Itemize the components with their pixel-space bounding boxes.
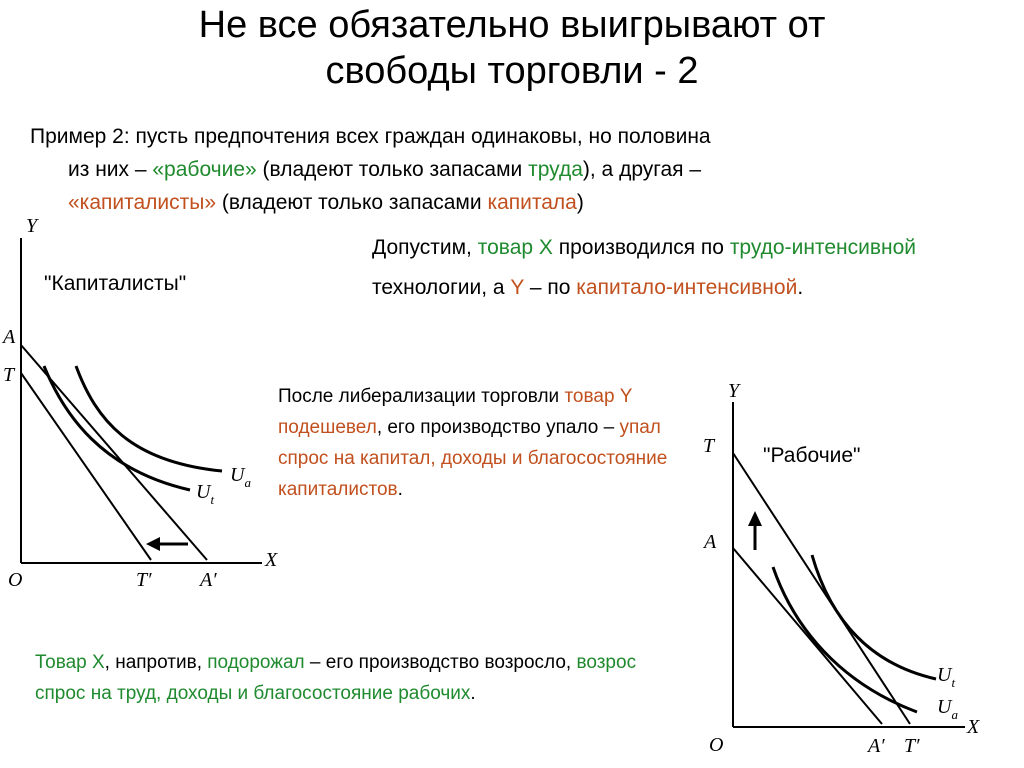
- a-label: A: [704, 531, 717, 553]
- capitalists-term: «капиталисты»: [68, 191, 217, 214]
- x-axis-label: X: [265, 549, 278, 571]
- text: , напротив,: [104, 652, 208, 673]
- workers-label: "Рабочие": [763, 444, 861, 467]
- arrow-left-head: [146, 537, 160, 551]
- a-prime-label: A′: [200, 569, 217, 591]
- y-axis-label: Y: [26, 215, 38, 237]
- capital-term: капитала: [487, 191, 577, 214]
- t-label: T: [3, 364, 15, 386]
- intro-text: ), а другая –: [582, 158, 702, 181]
- budget-line-a: [733, 548, 882, 724]
- intro-text: (владеют только запасами: [256, 158, 529, 181]
- good-x-term: товар X: [477, 236, 553, 259]
- indifference-curve-ua: [773, 567, 917, 712]
- ua-label: $U_a$: [230, 464, 251, 490]
- ut-label: $U_t$: [937, 664, 956, 690]
- text: .: [397, 479, 403, 500]
- labor-term: труда: [528, 158, 583, 181]
- text: – по: [524, 276, 577, 299]
- capital-intensive-term: капитало-интенсивной: [576, 276, 798, 299]
- title-line-1: Не все обязательно выигрывают от: [198, 4, 826, 46]
- x-axis-label: X: [967, 716, 980, 738]
- text: – его производство возросло,: [304, 652, 577, 673]
- intro-line-1: Пример 2: пусть предпочтения всех граждан одинаковы, но половина: [30, 125, 711, 148]
- good-y-term: Y: [510, 276, 525, 299]
- workers-term: «рабочие»: [152, 158, 257, 181]
- origin-label: O: [8, 569, 23, 591]
- indifference-curve-ut: [812, 555, 936, 679]
- text: .: [797, 276, 804, 299]
- ut-label: $U_t$: [196, 481, 215, 507]
- y-cheaper-term: товар Y подешевел: [278, 386, 633, 438]
- a-prime-label: A′: [868, 735, 885, 757]
- intro-text: (владеют только запасами: [216, 191, 488, 214]
- ua-label: $U_a$: [937, 696, 958, 722]
- labor-demand-rose-term: возрос спрос на труд, доходы и благосостояние рабочих: [35, 652, 637, 704]
- capitalists-diagram: [0, 210, 300, 600]
- text: Допустим,: [372, 236, 478, 259]
- capitalists-label: "Капиталисты": [44, 272, 187, 295]
- text: После либерализации торговли: [278, 386, 565, 407]
- arrow-up-head: [748, 511, 762, 526]
- slide-title: [0, 2, 1024, 94]
- text: .: [470, 683, 476, 704]
- intro-text: из них –: [68, 158, 153, 181]
- good-x-text: [35, 647, 655, 709]
- t-prime-label: T′: [136, 569, 152, 591]
- capital-demand-fell-term: упал спрос на капитал, доходы и благосостояние капиталистов: [278, 417, 668, 500]
- intro-line-2: [30, 153, 990, 186]
- t-label: T: [703, 435, 715, 457]
- origin-label: O: [709, 734, 724, 756]
- indifference-curve-ut: [44, 366, 190, 490]
- text: , его производство упало –: [376, 417, 620, 438]
- intro-text: ): [576, 191, 584, 214]
- t-prime-label: T′: [904, 735, 920, 757]
- budget-line-t: [733, 453, 910, 724]
- indifference-curve-ua: [76, 366, 222, 471]
- a-label: A: [3, 326, 16, 348]
- assumption-text: [372, 228, 972, 308]
- title-line-2: свободы торговли - 2: [325, 50, 699, 92]
- labor-intensive-term: трудо-интенсивной: [729, 236, 916, 259]
- workers-diagram: [690, 375, 1000, 765]
- liberalization-text: [278, 381, 678, 505]
- good-x-term: Товар X: [35, 652, 105, 673]
- x-more-expensive-term: подорожал: [207, 652, 305, 673]
- y-axis-label: Y: [728, 380, 740, 402]
- text: производился по: [552, 236, 730, 259]
- intro-paragraph: [30, 120, 990, 219]
- text: технологии, а: [372, 276, 511, 299]
- budget-line-t: [21, 373, 151, 560]
